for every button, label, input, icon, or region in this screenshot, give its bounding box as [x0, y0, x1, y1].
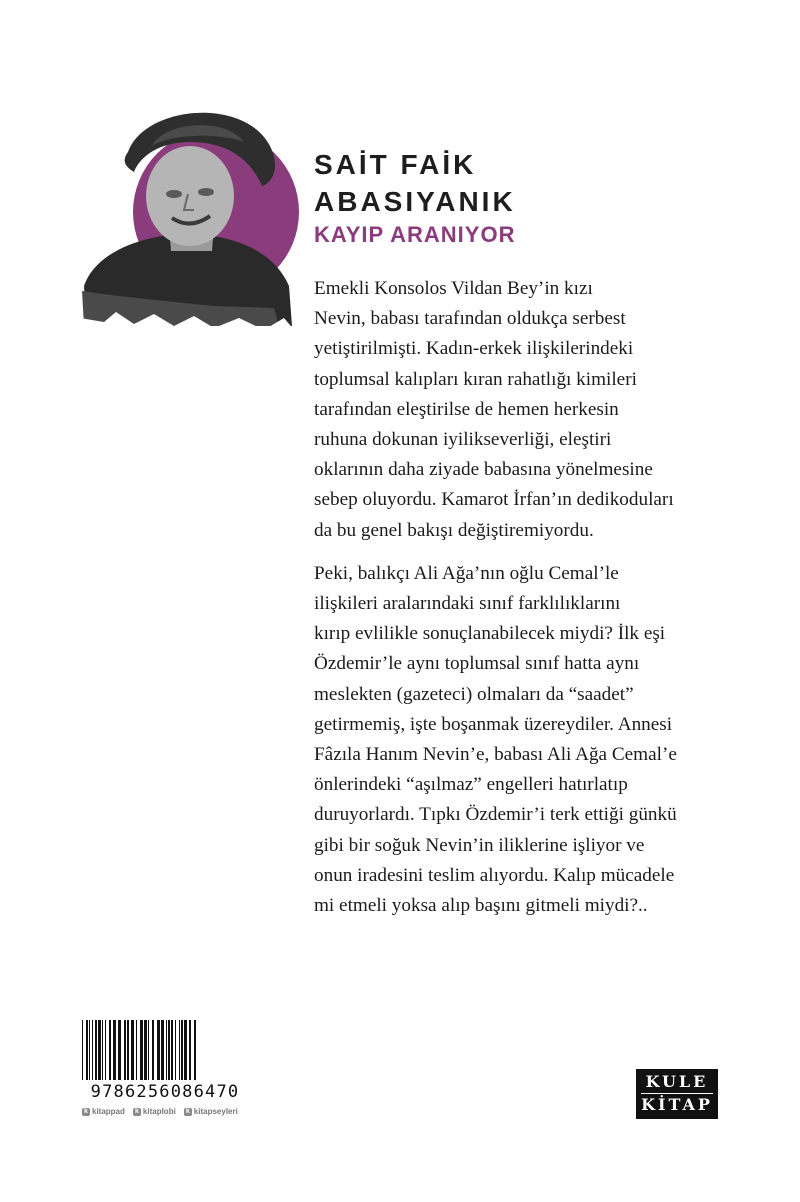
author-name-line2: ABASIYANIK	[314, 186, 516, 217]
author-photo-illustration	[74, 86, 306, 336]
author-portrait	[74, 86, 306, 336]
store-logo-2: k kitaplobi	[133, 1107, 176, 1116]
back-cover-blurb	[314, 274, 754, 934]
barcode-bar	[92, 1020, 93, 1080]
barcode-bar	[161, 1020, 164, 1080]
barcode-bar	[168, 1020, 170, 1080]
barcode-bar	[102, 1020, 103, 1080]
publisher-line2: KİTAP	[641, 1095, 713, 1114]
barcode-bar	[89, 1020, 90, 1080]
barcode-bar	[194, 1020, 196, 1080]
author-name-line1: SAİT FAİK	[314, 149, 477, 180]
barcode-bar	[184, 1020, 187, 1080]
k-icon: k	[133, 1108, 141, 1116]
barcode-bar	[148, 1020, 149, 1080]
blurb-paragraph-2: Peki, balıkçı Ali Ağa’nın oğlu Cemal’le ilişkileri aralarındaki sınıf farklılıklarını kırıp evlilikle sonuçlanabilecek miydi? İlk eşi Özdemir’le aynı toplumsal sınıf hatta aynı meslekten (gazeteci) olmaları da “saadet” getirmemiş, işte boşanmak üzereydiler. Annesi Fâzıla Hanım Nevin’e, babası Ali Ağa Cemal’e önlerindeki “aşılmaz” engelleri hatırlatıp duruyorlardı. Tıpkı Özdemir’i terk ettiği günkü gibi bir soğuk Nevin’in iliklerine işliyor ve onun iradesini teslim alıyordu. Kalıp mücadele mi etmeli yoksa alıp başını gitmeli miydi?..	[314, 562, 677, 917]
barcode-bar	[181, 1020, 183, 1080]
barcode-bar	[105, 1020, 106, 1080]
k-icon: k	[184, 1108, 192, 1116]
publisher-logo	[636, 1069, 718, 1119]
barcode-bar	[136, 1020, 137, 1080]
barcode-bar	[95, 1020, 97, 1080]
book-title: KAYIP ARANIYOR	[314, 222, 516, 247]
barcode-bar	[127, 1020, 129, 1080]
barcode-bar	[171, 1020, 173, 1080]
store-logos	[82, 1107, 252, 1116]
author-name	[314, 146, 516, 220]
barcode-bar	[98, 1020, 101, 1080]
blurb-paragraph-1: Emekli Konsolos Vildan Bey’in kızı Nevin, babası tarafından oldukça serbest yetiştirilmişti. Kadın-erkek ilişkilerindeki toplumsal kalıpları kıran rahatlığı kimileri tarafından eleştirilse de hemen herkesin ruhuna dokunan iyilikseverliği, eleştiri oklarının daha ziyade babasına yönelmesine sebep oluyordu. Kamarot İrfan’ın dedikoduları da bu genel bakışı değiştiremiyordu.	[314, 278, 674, 541]
isbn-digits: 9786256086470	[90, 1082, 240, 1102]
barcode-bars	[80, 1020, 250, 1082]
barcode-bar	[166, 1020, 167, 1080]
barcode-bar	[152, 1020, 154, 1080]
barcode-bar	[175, 1020, 176, 1080]
store-logo-1: k kitappad	[82, 1107, 125, 1116]
barcode-bar	[131, 1020, 134, 1080]
store-logo-3: k kitapseyleri	[184, 1107, 238, 1116]
barcode-bar	[189, 1020, 191, 1080]
barcode-bar	[109, 1020, 111, 1080]
barcode-bar	[144, 1020, 147, 1080]
isbn-barcode	[80, 1020, 250, 1125]
barcode-bar	[124, 1020, 126, 1080]
barcode-bar	[82, 1020, 83, 1080]
barcode-bar	[113, 1020, 116, 1080]
barcode-bar	[118, 1020, 121, 1080]
barcode-bar	[86, 1020, 88, 1080]
barcode-bar	[157, 1020, 160, 1080]
barcode-bar	[179, 1020, 180, 1080]
k-icon: k	[82, 1108, 90, 1116]
publisher-line1: KULE	[645, 1072, 709, 1091]
barcode-bar	[140, 1020, 143, 1080]
